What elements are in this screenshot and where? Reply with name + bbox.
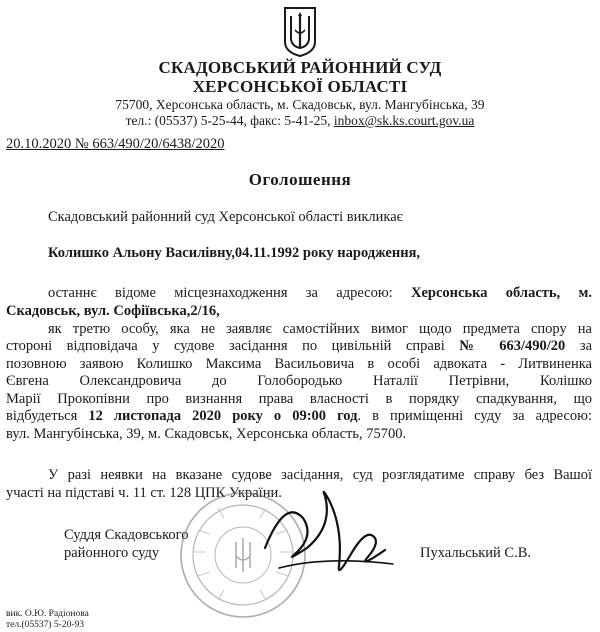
body-line-2-suffix: за: [565, 338, 592, 354]
email-link[interactable]: inbox@sk.ks.court.gov.ua: [333, 113, 475, 128]
registration-date: 20.10.2020: [6, 136, 72, 152]
hearing-datetime: 12 листопада 2020 року о 09:00 год: [88, 408, 358, 424]
body-line-2: [6, 338, 592, 355]
intro-line: Скадовський районний суд Херсонської області викликає: [48, 209, 403, 225]
court-contacts: [0, 113, 600, 129]
body-line-2-prefix: стороні відповідача у судове засідання по цивільній справі: [6, 338, 460, 354]
executor-name: вик. О.Ю. Радіонова: [6, 609, 89, 619]
handwritten-signature: [255, 478, 400, 588]
registration-number: [6, 136, 224, 153]
court-name-line2: ХЕРСОНСЬКОЇ ОБЛАСТІ: [192, 77, 408, 96]
location-line: [48, 285, 592, 302]
body-line-1: як третю особу, яка не заявляє самостійних вимог щодо предмета спору на: [48, 321, 592, 337]
warning-line-1: У разі неявки на вказане судове засідання, суд розглядатиме справу без Вашої: [48, 467, 592, 483]
body-line-4: Євгена Олександровича до Голобородько Наталії Петрівни, Колішко: [6, 373, 592, 389]
warning-line-2: участі на підставі ч. 11 ст. 128 ЦПК України.: [6, 485, 282, 501]
case-number: № 663/490/20: [459, 338, 566, 354]
body-line-6-prefix: відбудеться: [6, 408, 89, 424]
location-prefix: останнє відоме місцезнаходження за адресою:: [48, 285, 411, 301]
body-line-5: Марії Прокопівни про визнання права власності в порядку спадкування, що: [6, 391, 592, 407]
phone-fax: тел.: (05537) 5-25-44, факс: 5-41-25,: [125, 113, 334, 128]
body-line-3: позовною заявою Колишко Максима Васильовича в особі адвоката - Литвиненка: [6, 356, 592, 372]
executor-phone: тел.(05537) 5-20-93: [6, 620, 85, 630]
court-address: 75700, Херсонська область, м. Скадовськ, вул. Мангубінська, 39: [115, 97, 485, 112]
judge-name: Пухальський С.В.: [420, 545, 532, 561]
location-address-a: Херсонська область, м.: [410, 285, 592, 301]
number-sign: №: [71, 136, 93, 152]
document-title: Оголошення: [248, 170, 352, 189]
body-line-6: [6, 408, 592, 425]
outgoing-number: 663/490/20/6438/2020: [92, 136, 225, 152]
summoned-person: Колишко Альону Василівну,04.11.1992 року народження,: [48, 245, 421, 261]
trident-coat-of-arms-icon: [282, 6, 318, 58]
court-name-line1: СКАДОВСЬКИЙ РАЙОННИЙ СУД: [158, 58, 442, 77]
location-address-b: Скадовськ, вул. Софіївська,2/16,: [6, 303, 220, 319]
body-line-7: вул. Мангубінська, 39, м. Скадовськ, Херсонська область, 75700.: [6, 426, 407, 442]
judge-role-line2: районного суду: [64, 545, 160, 561]
judge-role-line1: Суддя Скадовського: [64, 527, 189, 543]
body-line-6-suffix: . в приміщенні суду за адресою:: [357, 408, 592, 424]
